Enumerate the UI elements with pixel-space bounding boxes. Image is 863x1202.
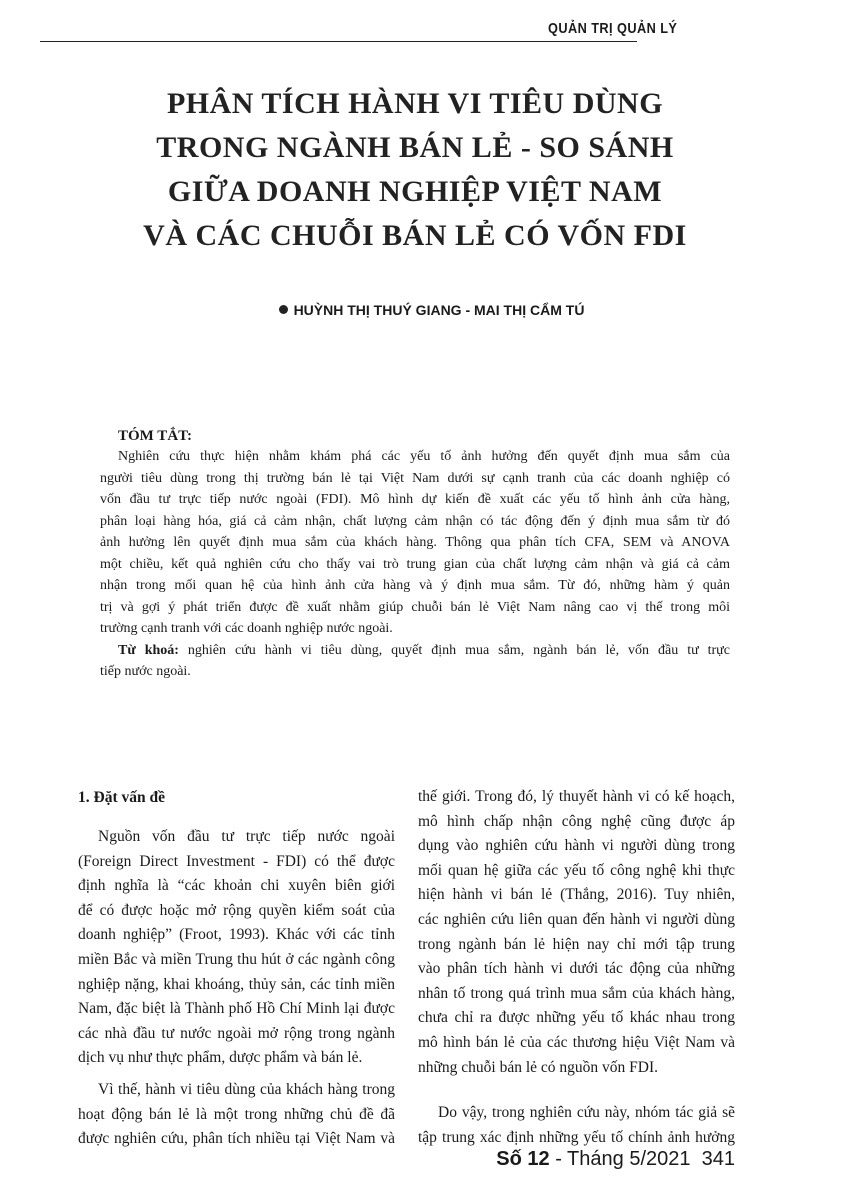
- issue-number: Số 12: [496, 1148, 550, 1170]
- text-line: tập trung xác định những yếu tố chính ảnh hưởng: [418, 1128, 735, 1146]
- text-line: vào phân tích hành vi dưới tác động của những: [418, 960, 735, 978]
- text-line: Vì thế, hành vi tiêu dùng của khách hàng trong: [98, 1081, 395, 1098]
- keywords-text: nghiên cứu hành vi tiêu dùng, quyết định mua sắm, ngành bán lẻ, vốn đầu tư trực: [178, 642, 730, 658]
- right-paragraph-2: [418, 1101, 735, 1150]
- title-line: GIỮA DOANH NGHIỆP VIỆT NAM: [167, 175, 663, 208]
- text-line: các nghiên cứu liên quan đến hành vi người dùng: [418, 910, 735, 928]
- right-paragraph-1: [418, 785, 735, 1080]
- text-line: Do vậy, trong nghiên cứu này, nhóm tác giả sẽ: [438, 1104, 735, 1121]
- text-line: dụng vào nghiên cứu hành vi người dùng trong: [418, 837, 735, 855]
- text-line: nghiệp nặng, khai khoáng, thủy sản, các tỉnh miền: [78, 975, 395, 993]
- text-line: những chuỗi bán lẻ có nguồn vốn FDI.: [418, 1058, 659, 1076]
- abstract-line: ảnh hưởng lên quyết định mua sắm của khách hàng. Thông qua phân tích CFA, SEM và ANOVA: [100, 535, 730, 550]
- abstract-line: vốn đầu tư trực tiếp nước ngoài (FDI). Mô hình dự kiến đề xuất các yếu tố hình ảnh cửa hàng,: [100, 492, 730, 507]
- abstract-line: trường cạnh tranh với các doanh nghiệp nước ngoài.: [100, 621, 393, 636]
- article-title: [60, 82, 770, 258]
- text-line: mô hình chấp nhận công nghệ cũng được áp: [418, 812, 735, 830]
- text-line: dịch vụ như thực phẩm, dược phẩm và bán lẻ.: [78, 1049, 363, 1067]
- keywords-label: Từ khoá:: [118, 642, 179, 658]
- page-number: 341: [701, 1148, 735, 1170]
- title-line: PHÂN TÍCH HÀNH VI TIÊU DÙNG: [166, 87, 664, 120]
- author-names: HUỲNH THỊ THUÝ GIANG - MAI THỊ CẨM TÚ: [293, 302, 585, 318]
- keywords-line: [100, 640, 730, 662]
- abstract: [100, 446, 730, 683]
- text-line: miền Bắc và miền Trung thu hút ở các ngành công: [78, 950, 395, 968]
- text-line: hoạt động bán lẻ là một trong những chủ đề đã: [78, 1105, 395, 1123]
- abstract-line: phân loại hàng hóa, giá cả cảm nhận, chất lượng cảm nhận có tác động đến ý định mua sắm từ đó: [100, 513, 730, 529]
- abstract-line: một chiều, kết quả nghiên cứu cho thấy vai trò trung gian của chất lượng cảm nhận và giá cả cảm: [100, 556, 730, 572]
- abstract-line: trị và gợi ý phát triển được đề xuất nhằm giúp chuỗi bán lẻ Việt Nam nâng cao vị thế trong môi: [100, 599, 730, 615]
- text-line: nhân tố trong quá trình mua sắm của khách hàng,: [418, 984, 735, 1002]
- text-line: thế giới. Trong đó, lý thuyết hành vi có kế hoạch,: [418, 788, 735, 805]
- text-line: để có được hoặc mở rộng quyền kiểm soát của: [78, 901, 395, 919]
- abstract-line: người tiêu dùng trong thị trường bán lẻ tại Việt Nam dưới sự cạnh tranh của các doanh nghiệp có: [100, 470, 730, 486]
- keywords-line: tiếp nước ngoài.: [100, 664, 191, 679]
- title-line: TRONG NGÀNH BÁN LẺ - SO SÁNH: [156, 131, 674, 164]
- abstract-line: Nghiên cứu thực hiện nhằm khám phá các yếu tố ảnh hưởng đến quyết định mua sắm của: [118, 449, 730, 464]
- text-line: Nguồn vốn đầu tư trực tiếp nước ngoài: [98, 828, 395, 845]
- text-line: được nghiên cứu, phân tích nhiều tại Việt Nam và: [78, 1130, 395, 1148]
- text-line: mô hình bán lẻ của các thương hiệu Việt Nam và: [418, 1033, 735, 1051]
- text-line: mối quan hệ giữa các yếu tố công nghệ khi thực: [418, 861, 735, 879]
- section-heading: 1. Đặt vấn đề: [78, 789, 165, 806]
- page-footer: [496, 1148, 735, 1171]
- journal-section-label: QUẢN TRỊ QUẢN LÝ: [548, 20, 678, 37]
- text-line: chưa chỉ ra được những yếu tố khác nhau trong: [418, 1009, 735, 1027]
- header-rule: [40, 41, 637, 42]
- bullet-icon: [279, 305, 288, 314]
- text-line: trong ngành bán lẻ hiện nay chỉ mới tập trung: [418, 935, 735, 953]
- text-line: định nghĩa là “các khoản chi xuyên biên giới: [78, 877, 395, 895]
- text-line: Nam, đặc biệt là Thành phố Hồ Chí Minh lại được: [78, 1000, 395, 1018]
- issue-date: - Tháng 5/2021: [549, 1148, 691, 1170]
- text-line: doanh nghiệp” (Froot, 1993). Khác với các tỉnh: [78, 926, 395, 944]
- text-line: hiện hành vi bán lẻ (Thắng, 2016). Tuy nhiên,: [418, 886, 735, 904]
- abstract-heading: TÓM TẮT:: [118, 428, 193, 444]
- abstract-line: nhận trong mối quan hệ của hình ảnh cửa hàng và ý định mua sắm. Từ đó, những hàm ý quản: [100, 578, 730, 593]
- left-paragraph-1: [78, 825, 395, 1071]
- title-line: VÀ CÁC CHUỖI BÁN LẺ CÓ VỐN FDI: [143, 219, 687, 252]
- text-line: (Foreign Direct Investment - FDI) có thể được: [78, 852, 395, 870]
- authors: [0, 302, 863, 318]
- left-paragraph-2: [78, 1078, 395, 1152]
- text-line: các nhà đầu tư nước ngoài mở rộng trong ngành: [78, 1024, 395, 1042]
